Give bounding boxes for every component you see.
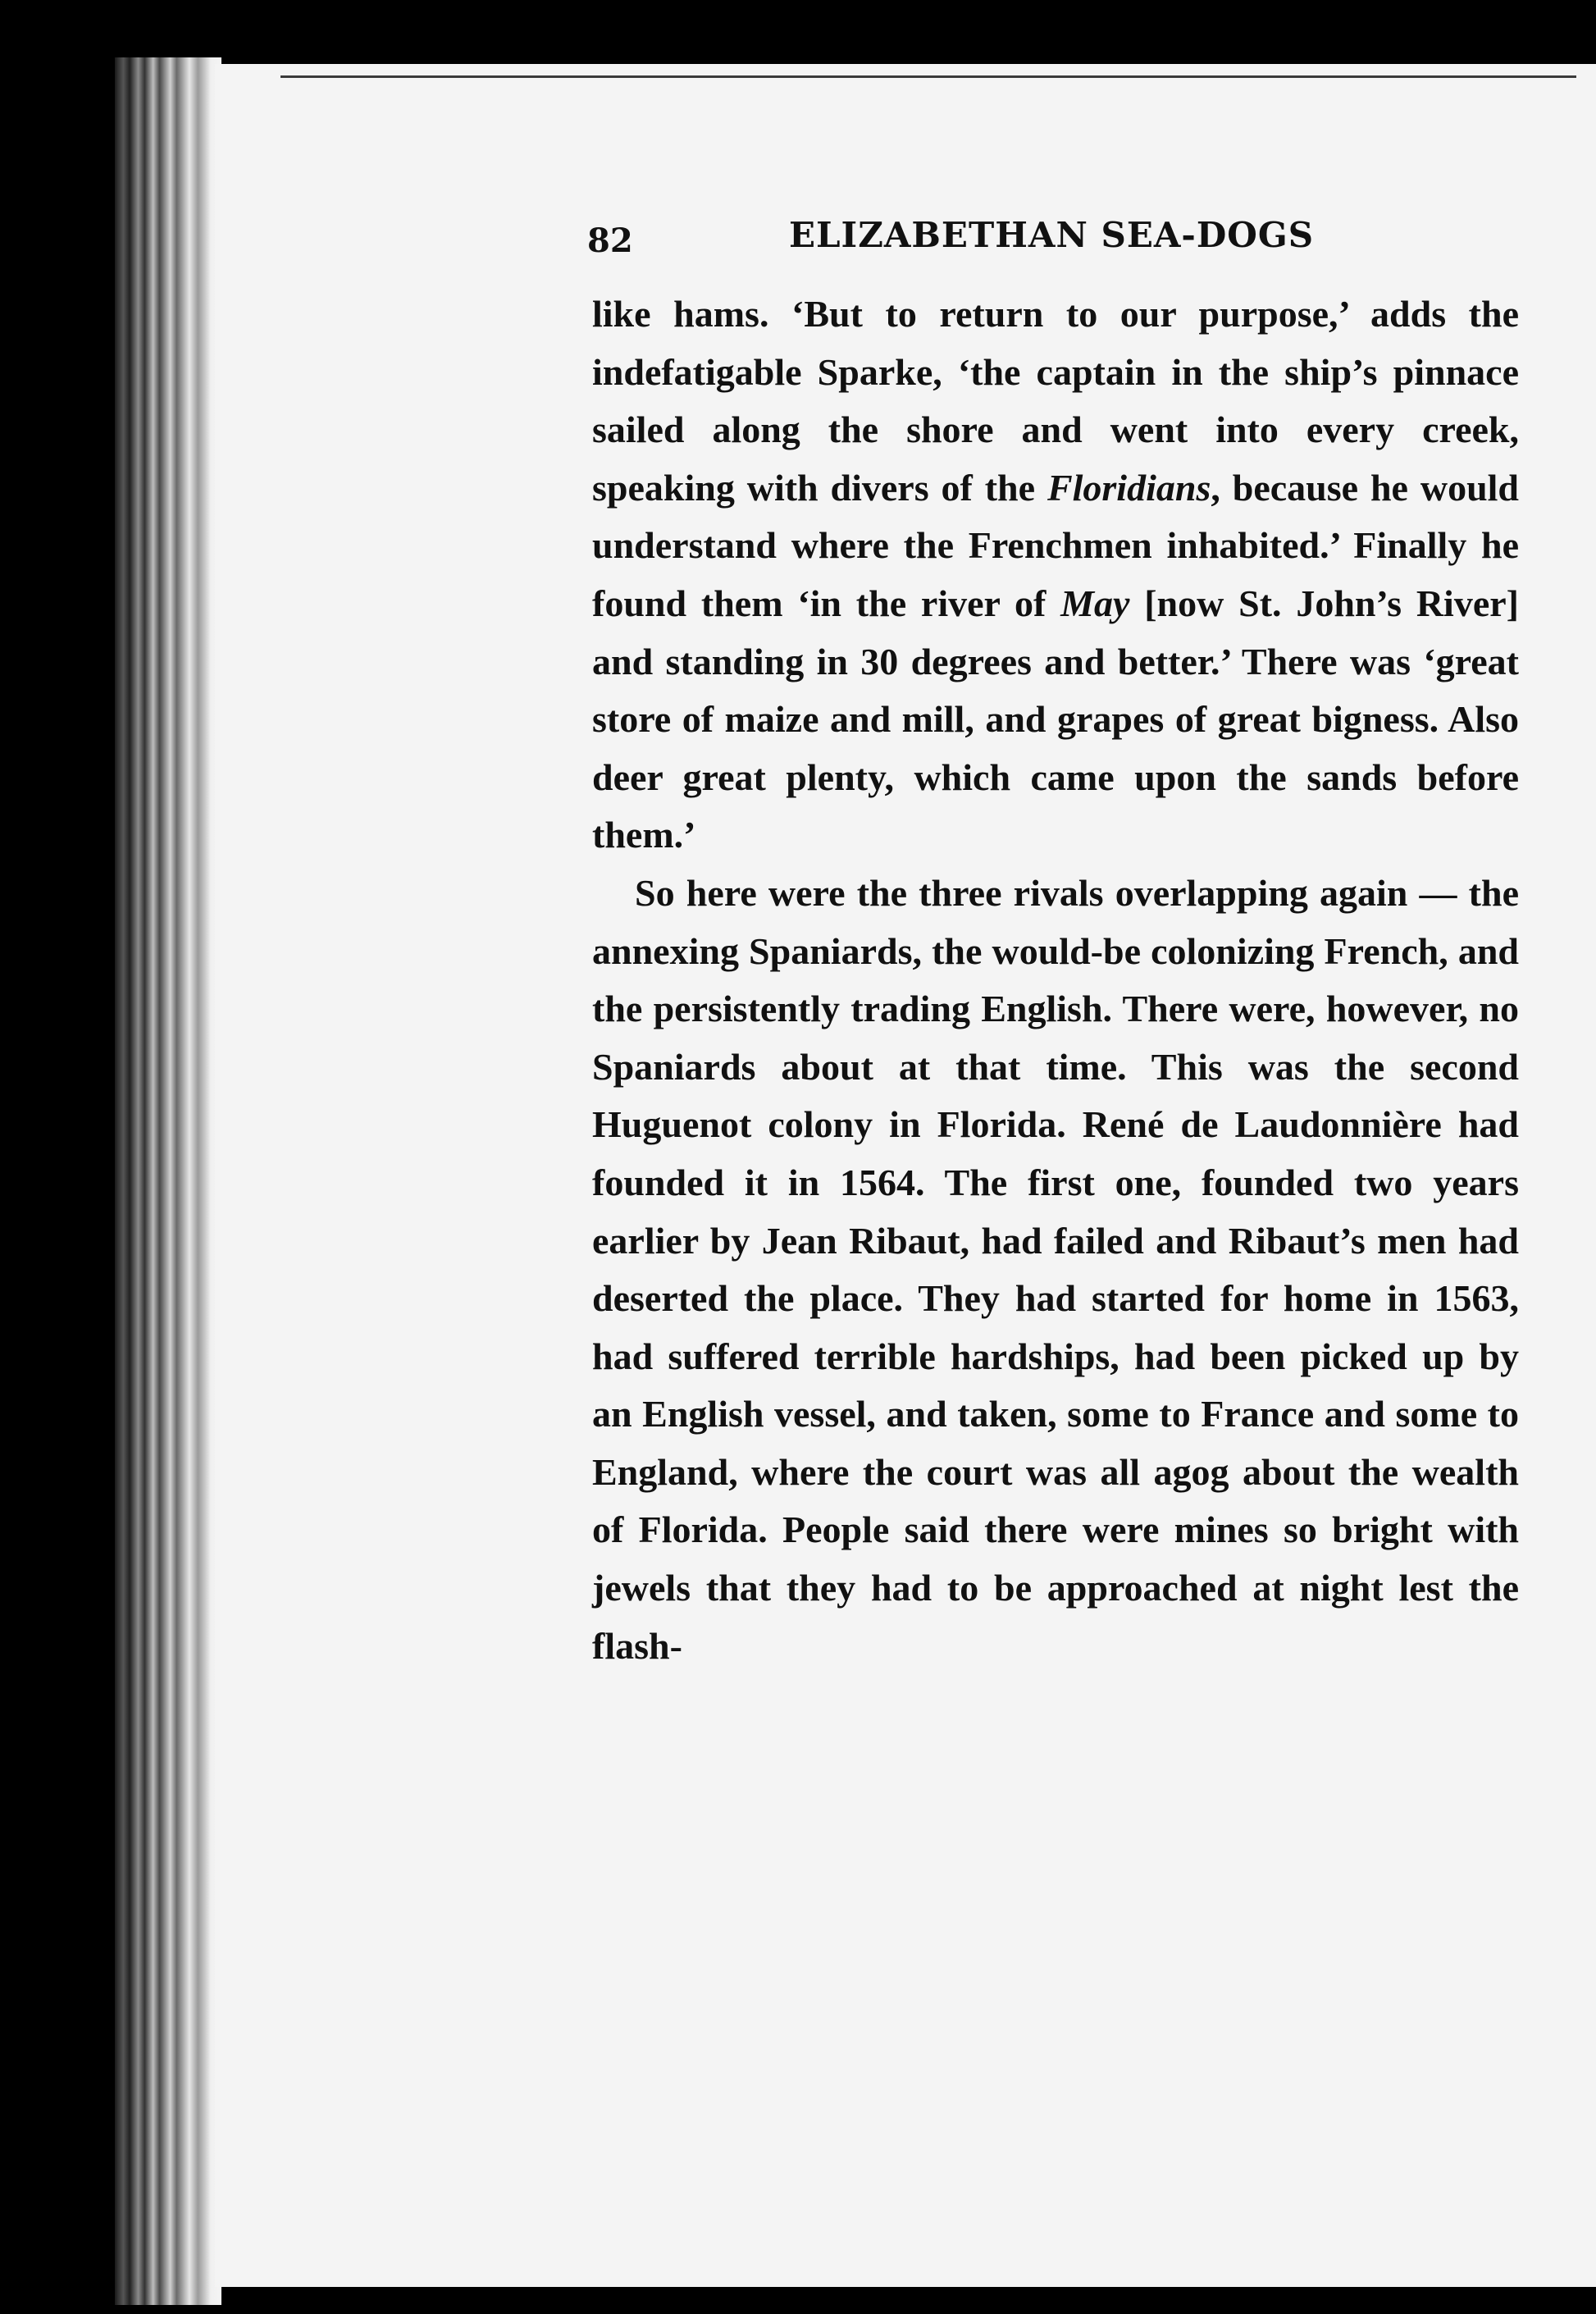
paragraph-1-part-c: , because he would understand where the Frenchmen inhabited.’ Finally he found them ‘in the river of — [592, 466, 1520, 624]
paragraph-1-italic-may: May — [1060, 582, 1130, 624]
running-head-title: ELIZABETHAN SEA-DOGS — [789, 215, 1315, 255]
top-rule — [280, 75, 1576, 78]
paragraph-1 — [592, 285, 1519, 865]
paragraph-1-part-e: [now St. John’s River] and standing in 30 degrees and better.’ There was ‘great store of maize and mill, and grapes of great bigness. Also deer great plenty, which came upon the sands before them.’ — [592, 582, 1519, 856]
paragraph-1-part-a: like hams. ‘But to return to our purpose,’ adds the indefatigable Sparke, ‘the captain in the ship’s pinnace sailed along the shore and went into every creek, speaking with divers of the — [592, 293, 1519, 509]
page-number: 82 — [587, 221, 633, 260]
body-text — [592, 285, 1519, 1675]
paragraph-1-italic-floridians: Floridians — [1047, 466, 1211, 509]
paragraph-2: So here were the three rivals overlapping again — the annexing Spaniards, the would-be colonizing French, and the persistently trading English. There were, however, no Spaniards about at that time. This was the second Huguenot colony in Florida. René de Laudonnière had founded it in 1564. The first one, founded two years earlier by Jean Ribaut, had failed and Ribaut’s men had deserted the place. They had started for home in 1563, had suffered terrible hardships, had been picked up by an English vessel, and taken, some to France and some to England, where the court was all agog about the wealth of Florida. People said there were mines so bright with jewels that they had to be approached at night lest the flash- — [592, 871, 1519, 1667]
book-binding-gutter — [115, 57, 221, 2305]
